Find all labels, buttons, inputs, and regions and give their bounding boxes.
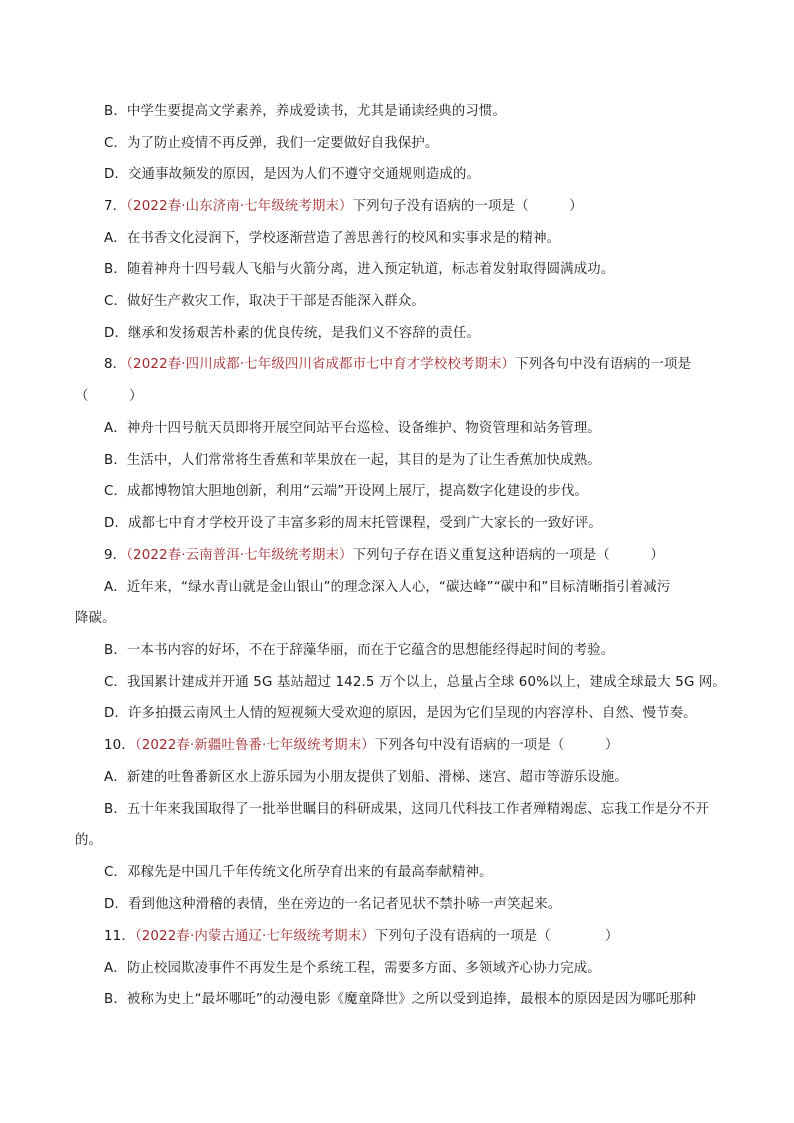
- option-line: D．看到他这种滑稽的表情，坐在旁边的一名记者见状不禁扑哧一声笑起来。: [104, 897, 562, 912]
- question-source: （2022春·云南普洱·七年级统考期末）: [126, 548, 353, 563]
- question-source: （2022春·内蒙古通辽·七年级统考期末）: [134, 929, 375, 944]
- option-line: C．我国累计建成并开通 5G 基站超过 142.5 万个以上，总量占全球 60%以上，建成全球最大 5G 网。: [104, 675, 726, 690]
- question-stem: [104, 737, 619, 755]
- question-text: 下列句子没有语病的一项是（ ）: [352, 199, 583, 214]
- question-source: （2022春·山东济南·七年级统考期末）: [126, 199, 353, 214]
- question-number: 11．: [104, 929, 135, 944]
- option-line: C．成都博物馆大胆地创新，利用“云端”开设网上展厅，提高数字化建设的步伐。: [104, 484, 589, 499]
- question-text: 下列各句中没有语病的一项是（ ）: [374, 738, 619, 753]
- option-line: D．成都七中育才学校开设了丰富多彩的周末托管课程，受到广大家长的一致好评。: [104, 516, 602, 531]
- option-line: B．中学生要提高文学素养，养成爱读书，尤其是诵读经典的习惯。: [104, 104, 507, 119]
- option-line-continued: 的。: [75, 833, 103, 848]
- option-line: D．继承和发扬艰苦朴素的优良传统，是我们义不容辞的责任。: [104, 326, 481, 341]
- option-line: C．邓稼先是中国几千年传统文化所孕育出来的有最高奉献精神。: [104, 865, 493, 880]
- option-line: A．神舟十四号航天员即将开展空间站平台巡检、设备维护、物资管理和站务管理。: [104, 421, 601, 436]
- option-line: D．交通事故频发的原因，是因为人们不遵守交通规则造成的。: [104, 167, 481, 182]
- option-line: A．近年来，“绿水青山就是金山银山”的理念深入人心，“碳达峰”“碳中和”目标清晰指引着减污: [104, 580, 671, 595]
- question-text: 下列句子存在语义重复这种语病的一项是（ ）: [352, 548, 665, 563]
- option-line: B．被称为史上“最坏哪吒”的动漫电影《魔童降世》之所以受到追捧，最根本的原因是因为哪吒那种: [104, 992, 697, 1007]
- option-line: A．新建的吐鲁番新区水上游乐园为小朋友提供了划船、滑梯、迷宫、超市等游乐设施。: [104, 770, 628, 785]
- option-line: C．做好生产救灾工作，取决于干部是否能深入群众。: [104, 294, 425, 309]
- option-line: B．随着神舟十四号载人飞船与火箭分离，进入预定轨道，标志着发射取得圆满成功。: [104, 262, 615, 277]
- question-stem: [104, 547, 664, 565]
- option-line: B．一本书内容的好坏，不在于辞藻华丽，而在于它蕴含的思想能经得起时间的考验。: [104, 643, 615, 658]
- question-stem: [104, 356, 691, 374]
- option-line: C．为了防止疫情不再反弹，我们一定要做好自我保护。: [104, 136, 439, 151]
- option-line: A．防止校园欺凌事件不再发生是个系统工程，需要多方面、多领域齐心协力完成。: [104, 961, 601, 976]
- option-line: B．生活中，人们常常将生香蕉和苹果放在一起，其目的是为了让生香蕉加快成熟。: [104, 453, 601, 468]
- question-text: 下列句子没有语病的一项是（ ）: [374, 929, 619, 944]
- option-line: D．许多拍摄云南风土人情的短视频大受欢迎的原因，是因为它们呈现的内容淳朴、自然、慢节奏。: [104, 706, 697, 721]
- question-stem: [104, 928, 619, 946]
- option-line: A．在书香文化浸润下，学校逐渐营造了善思善行的校风和实事求是的精神。: [104, 231, 561, 246]
- option-line: B．五十年来我国取得了一批举世瞩目的科研成果，这同几代科技工作者殚精竭虑、忘我工作是分不开: [104, 802, 710, 817]
- question-number: 9．: [104, 548, 127, 563]
- answer-paren: （ ）: [75, 389, 143, 404]
- question-number: 8．: [104, 357, 127, 372]
- question-number: 7．: [104, 199, 127, 214]
- question-source: （2022春·四川成都·七年级四川省成都市七中育才学校校考期末）: [126, 357, 516, 372]
- question-number: 10．: [104, 738, 135, 753]
- question-stem: [104, 198, 583, 216]
- option-line-continued: 降碳。: [75, 611, 116, 626]
- question-source: （2022春·新疆吐鲁番·七年级统考期末）: [134, 738, 375, 753]
- question-text: 下列各句中没有语病的一项是: [515, 357, 692, 372]
